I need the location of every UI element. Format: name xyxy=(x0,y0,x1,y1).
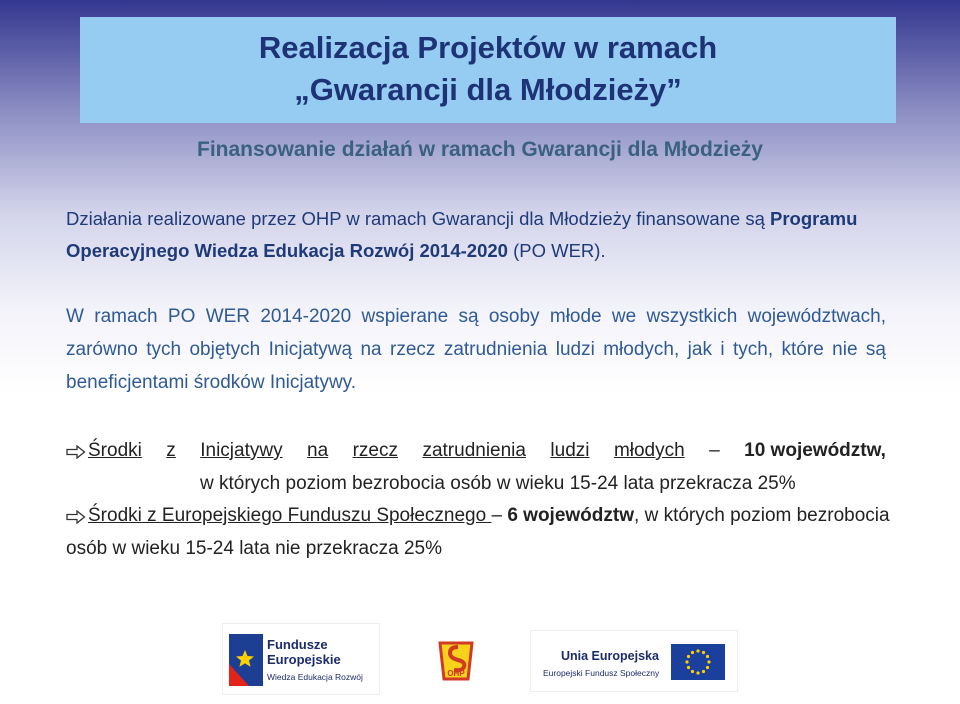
logo-fundusze-europejskie xyxy=(222,623,380,695)
bullet-esf-rest: , w których poziom bezrobocia osób w wieku 15-24 lata nie przekracza 25% xyxy=(66,505,890,559)
bullet-initiative-line2: w których poziom bezrobocia osób w wieku 15-24 lata przekracza 25% xyxy=(200,473,796,494)
eu-flag-icon xyxy=(671,644,725,680)
bullet-initiative-dash: – xyxy=(709,440,720,461)
bullet-initiative-word: z xyxy=(166,440,176,461)
logo-bar xyxy=(222,623,738,697)
section-subtitle: Finansowanie działań w ramach Gwarancji dla Młodzieży xyxy=(197,138,763,161)
fe-subtitle: Wiedza Edukacja Rozwój xyxy=(267,672,363,682)
ohp-emblem-icon xyxy=(434,639,478,683)
paragraph-support: W ramach PO WER 2014-2020 wspierane są osoby młode we wszystkich województwach, zarówno tych objętych Inicjatywą na rzecz zatrudnienia ludzi młodych, jak i tych, które nie są beneficjentami środków Inicjatywy. xyxy=(66,306,886,393)
bullet-initiative-word: młodych xyxy=(613,440,685,461)
para1-text-b: (PO WER). xyxy=(507,240,606,261)
bullet-initiative-arrow-word: Środki xyxy=(66,434,142,467)
ue-subtitle: Europejski Fundusz Społeczny xyxy=(543,668,660,678)
logo-unia-europejska xyxy=(530,630,738,692)
bullet-initiative-word: rzecz xyxy=(352,440,399,461)
paragraph-funding xyxy=(66,203,896,267)
bullet-esf-dash: – xyxy=(491,505,508,526)
arrow-right-icon xyxy=(66,510,86,524)
bullet-initiative xyxy=(66,434,886,500)
ohp-label: OHP xyxy=(447,669,465,678)
fe-name: Fundusze Europejskie xyxy=(267,637,341,667)
bullet-esf xyxy=(66,499,896,565)
title-box xyxy=(80,17,896,123)
arrow-right-icon xyxy=(66,445,86,459)
title-line-1: Realizacja Projektów w ramach xyxy=(258,30,718,65)
title-line-2: „Gwarancji dla Młodzieży” xyxy=(294,72,682,107)
bullet-initiative-word: na xyxy=(307,440,329,461)
para1-program-name: Programu Operacyjnego Wiedza Edukacja Rozwój 2014-2020 xyxy=(66,208,858,261)
bullet-initiative-word: zatrudnienia xyxy=(422,440,526,461)
ue-name: Unia Europejska xyxy=(561,649,659,663)
logo-ohp xyxy=(434,639,478,683)
fe-star-icon xyxy=(229,634,263,686)
bullet-esf-count: 6 województw xyxy=(507,505,635,526)
bullet-esf-source: Środki z Europejskiego Funduszu Społecznego xyxy=(88,505,492,526)
para1-text-a: Działania realizowane przez OHP w ramach Gwarancji dla Młodzieży finansowane są xyxy=(66,208,771,229)
bullet-initiative-count: 10 województw, xyxy=(744,440,886,461)
bullet-initiative-word: ludzi xyxy=(550,440,590,461)
bullet-initiative-word: Inicjatywy xyxy=(200,440,283,461)
bullet-initiative-line1 xyxy=(66,434,886,467)
